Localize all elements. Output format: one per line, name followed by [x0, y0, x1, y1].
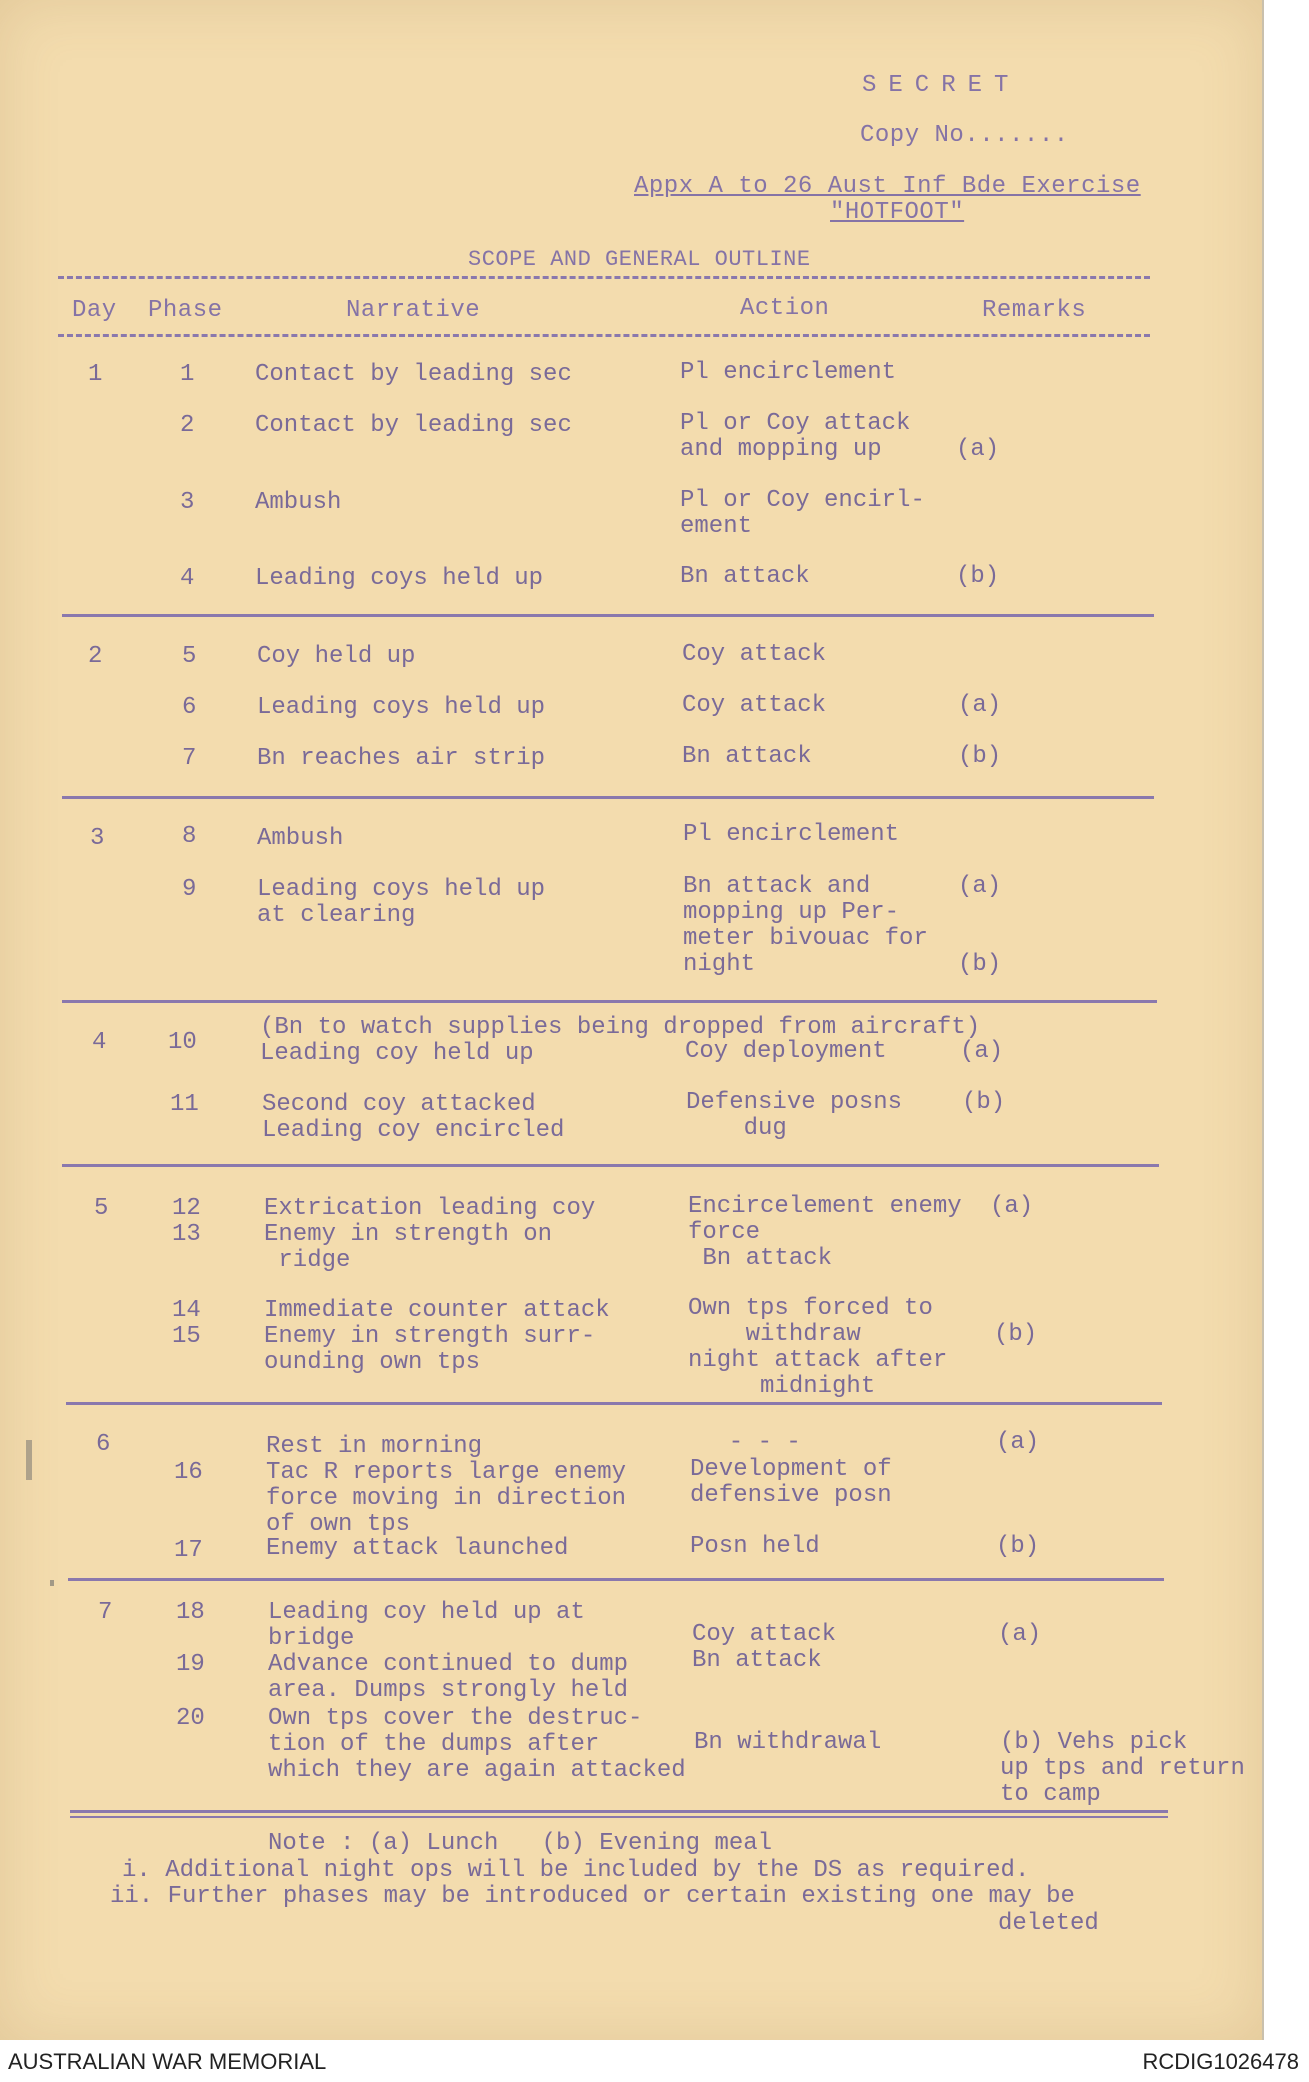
note-item-ii: ii. Further phases may be introduced or certain existing one may be: [110, 1883, 1075, 1910]
phase-number: 10: [168, 1029, 197, 1056]
action-text: - - -: [700, 1429, 801, 1456]
column-header-day: Day: [72, 297, 117, 324]
note-item-ii-continued: deleted: [998, 1910, 1099, 1937]
note-legend: Note : (a) Lunch (b) Evening meal: [268, 1830, 773, 1857]
phase-number: 16: [174, 1459, 203, 1486]
narrative-text: Leading coys held up: [255, 565, 544, 592]
action-text: Coy deployment: [685, 1038, 887, 1065]
archive-footer: [0, 2040, 1309, 2082]
remarks-text: (b): [958, 743, 1002, 770]
appendix-reference: Appx A to 26 Aust Inf Bde Exercise: [634, 173, 1141, 200]
narrative-text: Rest in morning: [266, 1433, 483, 1460]
remarks-text: (a): [960, 1038, 1004, 1065]
narrative-text: Extrication leading coy Enemy in strength on ridge: [264, 1195, 596, 1274]
action-text: Bn attack: [692, 1647, 822, 1674]
action-text: Posn held: [690, 1533, 820, 1560]
phase-number: 8: [182, 823, 197, 850]
phase-number: 7: [182, 745, 197, 772]
narrative-text: Enemy attack launched: [266, 1535, 569, 1562]
remarks-text: (a): [996, 1429, 1040, 1456]
note-item-i: i. Additional night ops will be included by the DS as required.: [122, 1857, 1030, 1884]
narrative-text: Leading coy held up: [260, 1040, 534, 1067]
margin-mark: [50, 1580, 54, 1586]
day-number: 7: [98, 1599, 113, 1626]
phase-number: 11: [170, 1091, 199, 1118]
remarks-text: (a) (b): [958, 873, 1002, 978]
narrative-text: Leading coys held up at clearing: [257, 876, 546, 929]
remarks-text: (b) Vehs pick up tps and return to camp: [1000, 1729, 1245, 1808]
narrative-text: Advance continued to dump area. Dumps strongly held: [268, 1651, 629, 1704]
remarks-text: (b): [996, 1533, 1040, 1560]
phase-number: 4: [180, 565, 195, 592]
margin-mark: [26, 1440, 32, 1480]
action-text: Encircelement enemy force Bn attack: [688, 1193, 962, 1272]
narrative-text: Leading coys held up: [257, 694, 546, 721]
column-header-remarks: Remarks: [982, 297, 1087, 324]
narrative-text: Tac R reports large enemy force moving in direction of own tps: [266, 1459, 627, 1538]
exercise-name: "HOTFOOT": [830, 199, 965, 226]
day-intro-note: (Bn to watch supplies being dropped from aircraft): [260, 1014, 981, 1041]
action-text: Bn attack and mopping up Per- meter bivouac for night: [683, 873, 928, 978]
day-divider: [62, 796, 1154, 799]
action-text: Pl or Coy attack and mopping up: [680, 410, 911, 463]
narrative-text: Contact by leading sec: [255, 361, 572, 388]
remarks-text: (b): [962, 1089, 1006, 1116]
action-text: Bn withdrawal: [694, 1729, 882, 1756]
narrative-text: Bn reaches air strip: [257, 745, 546, 772]
remarks-text: (a): [956, 436, 1000, 463]
narrative-text: Second coy attacked Leading coy encircled: [262, 1091, 565, 1144]
day-number: 6: [96, 1431, 111, 1458]
remarks-text: (b): [994, 1321, 1038, 1348]
action-text: Bn attack: [680, 563, 810, 590]
phase-number: 19: [176, 1651, 205, 1678]
phase-number: 12 13: [172, 1195, 201, 1248]
day-divider: [62, 614, 1154, 617]
day-number: 5: [94, 1195, 109, 1222]
narrative-text: Ambush: [257, 825, 344, 852]
remarks-text: (a): [958, 692, 1002, 719]
narrative-text: Ambush: [255, 489, 342, 516]
action-text: Coy attack: [682, 641, 827, 668]
action-text: Own tps forced to withdraw night attack after midnight: [688, 1295, 948, 1400]
phase-number: 14 15: [172, 1297, 201, 1350]
page-edge: [1262, 0, 1309, 2040]
narrative-text: Immediate counter attack Enemy in strength surr- ounding own tps: [264, 1297, 610, 1376]
action-text: Pl or Coy encirl- ement: [680, 487, 925, 540]
header-rule-top: [58, 276, 1150, 279]
day-number: 4: [92, 1029, 107, 1056]
narrative-text: Leading coy held up at bridge: [268, 1599, 585, 1652]
phase-number: 6: [182, 694, 197, 721]
phase-number: 1: [180, 361, 195, 388]
column-header-narrative: Narrative: [346, 297, 481, 324]
action-text: Bn attack: [682, 743, 812, 770]
table-end-rule: [70, 1810, 1168, 1813]
day-number: 1: [88, 361, 103, 388]
header-rule-bottom: [58, 334, 1150, 337]
remarks-text: (a): [998, 1621, 1042, 1648]
day-number: 3: [90, 825, 105, 852]
table-end-rule: [70, 1816, 1168, 1818]
day-divider: [66, 1402, 1162, 1405]
phase-number: 20: [176, 1705, 205, 1732]
action-text: Defensive posns dug: [686, 1089, 903, 1142]
column-header-phase: Phase: [148, 297, 223, 324]
page-title: SCOPE AND GENERAL OUTLINE: [468, 247, 811, 272]
action-text: Coy attack: [692, 1621, 837, 1648]
classification-label: SECRET: [862, 72, 1021, 99]
day-number: 2: [88, 643, 103, 670]
remarks-text: (a): [990, 1193, 1034, 1220]
remarks-text: (b): [956, 563, 1000, 590]
action-text: Pl encirclement: [680, 359, 897, 386]
copy-number: Copy No.......: [860, 122, 1069, 149]
phase-number: 5: [182, 643, 197, 670]
phase-number: 9: [182, 876, 197, 903]
narrative-text: Contact by leading sec: [255, 412, 572, 439]
archive-reference: RCDIG1026478: [1142, 2049, 1299, 2074]
narrative-text: Own tps cover the destruc- tion of the dumps after which they are again attacked: [268, 1705, 686, 1784]
phase-number: 17: [174, 1537, 203, 1564]
action-text: Pl encirclement: [683, 821, 900, 848]
day-divider: [62, 1164, 1159, 1167]
archive-name: AUSTRALIAN WAR MEMORIAL: [8, 2049, 327, 2074]
day-divider: [62, 1000, 1157, 1003]
day-divider: [68, 1578, 1164, 1581]
narrative-text: Coy held up: [257, 643, 416, 670]
phase-number: 3: [180, 489, 195, 516]
action-text: Coy attack: [682, 692, 827, 719]
column-header-action: Action: [740, 295, 830, 322]
phase-number: 18: [176, 1599, 205, 1626]
action-text: Development of defensive posn: [690, 1456, 892, 1509]
phase-number: 2: [180, 412, 195, 439]
